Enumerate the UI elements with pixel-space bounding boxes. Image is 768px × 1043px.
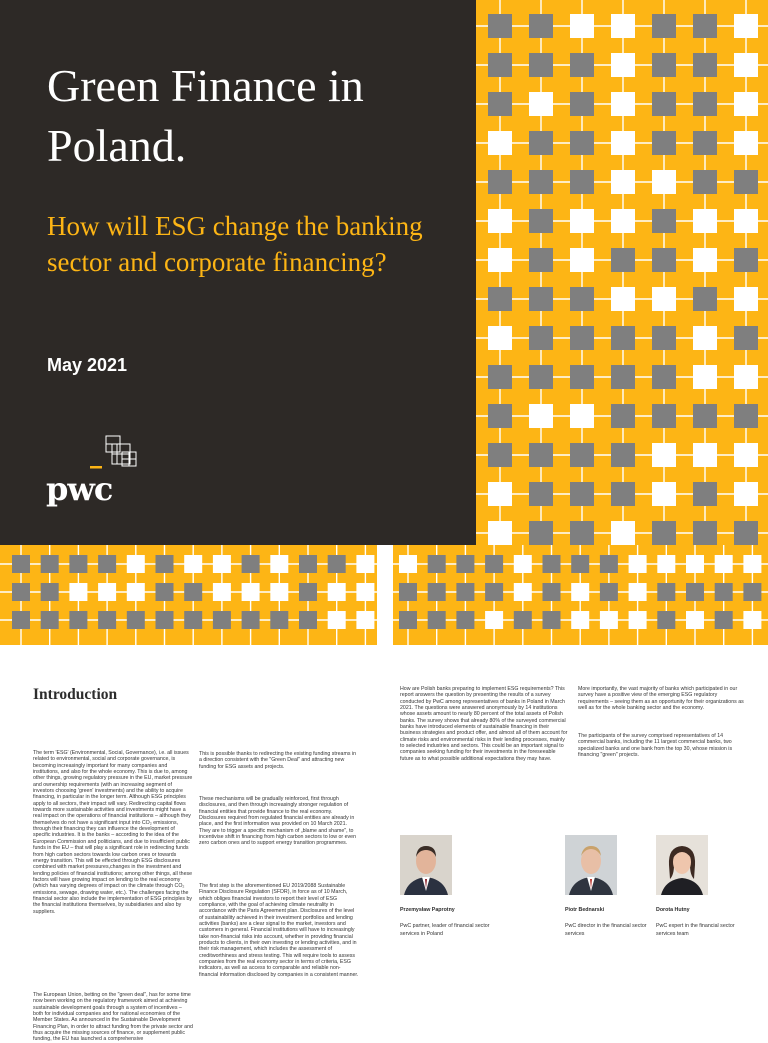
pattern-square bbox=[652, 365, 676, 389]
pattern-square bbox=[488, 170, 512, 194]
pattern-square bbox=[488, 209, 512, 233]
pattern-square bbox=[734, 131, 758, 155]
pattern-square bbox=[652, 248, 676, 272]
pattern-square bbox=[693, 92, 717, 116]
pattern-square bbox=[488, 53, 512, 77]
pattern-square bbox=[356, 611, 374, 629]
pattern-square bbox=[570, 209, 594, 233]
intro-paragraph: More importantly, the vast majority of banks which participated in our survey have a positive view of the emerging ESG regulatory requirements – seeing them as an opportunity for their organizations as well as for the whole banking sector and the economy. bbox=[578, 686, 744, 712]
pattern-square bbox=[693, 248, 717, 272]
pattern-square bbox=[693, 326, 717, 350]
pattern-square bbox=[693, 170, 717, 194]
intro-paragraph: How are Polish banks preparing to implement ESG requirements? This report answers the question by presenting the results of a survey conducted by PwC among representatives of banks in Poland in March 2021. The questions were answered anonymously by 14 institutions whose assets amount to nearly 80 percent of the total assets of Polish banks. The survey shows that already 80% of the surveyed commercial banks have introduced elements of sustainable financing in their business strategies and product offer, and almost all of them account for climate risks and environmental risks in their lending processes, mainly to selected industries and sectors. This could be an important signal to companies seeking funding for their investments in the foreseeable future as to what possible additional expectations they may have. bbox=[400, 686, 568, 762]
pattern-square bbox=[213, 611, 231, 629]
pattern-square bbox=[734, 404, 758, 428]
pattern-square bbox=[299, 583, 317, 601]
pattern-square bbox=[127, 611, 145, 629]
pattern-square bbox=[571, 583, 589, 601]
pattern-square bbox=[328, 611, 346, 629]
pattern-square bbox=[600, 555, 618, 573]
pattern-square bbox=[529, 14, 553, 38]
pattern-square bbox=[611, 326, 635, 350]
decorative-strip-left bbox=[0, 545, 377, 645]
pattern-square bbox=[652, 53, 676, 77]
pattern-square bbox=[529, 521, 553, 545]
pattern-square bbox=[328, 583, 346, 601]
person-role: PwC director in the financial sector services bbox=[565, 923, 647, 937]
pattern-square bbox=[652, 14, 676, 38]
pattern-square bbox=[570, 92, 594, 116]
pattern-square bbox=[686, 583, 704, 601]
intro-paragraph: The European Union, betting on the "green deal", has for some time now been working on the regulatory framework aimed at achieving sustainable development goals through a system of incentives – both for individual companies and for national economies of the Member States. As announced in the Sustainable Development Financing Plan, in order to attract funding from the private sector and thus acquire the missing sources of finance, or supplement public funding, the EU has launched a comprehensive bbox=[33, 992, 193, 1043]
pattern-square bbox=[98, 583, 116, 601]
pattern-square bbox=[652, 209, 676, 233]
pattern-square bbox=[270, 555, 288, 573]
pattern-square bbox=[529, 170, 553, 194]
pattern-square bbox=[428, 555, 446, 573]
pattern-square bbox=[652, 521, 676, 545]
pattern-square bbox=[485, 583, 503, 601]
pattern-square bbox=[657, 555, 675, 573]
pattern-square bbox=[543, 611, 561, 629]
pattern-square bbox=[611, 287, 635, 311]
decorative-grid-pattern bbox=[476, 0, 768, 545]
pattern-square bbox=[529, 365, 553, 389]
pattern-square bbox=[611, 131, 635, 155]
pattern-square bbox=[629, 583, 647, 601]
person-name: Piotr Bednarski bbox=[565, 907, 605, 913]
pwc-wordmark: pwc bbox=[46, 470, 113, 508]
pattern-square bbox=[734, 92, 758, 116]
pattern-square bbox=[570, 131, 594, 155]
pattern-square bbox=[184, 611, 202, 629]
pattern-square bbox=[570, 248, 594, 272]
pattern-square bbox=[611, 53, 635, 77]
intro-paragraph: The participants of the survey comprised representatives of 14 commercial banks, including the 11 largest commercial banks, two specialized banks and one bank from the top 30, whose mission is financing "green" projects. bbox=[578, 733, 733, 759]
pattern-square bbox=[242, 555, 260, 573]
pattern-square bbox=[156, 611, 174, 629]
pattern-square bbox=[652, 443, 676, 467]
pattern-square bbox=[488, 443, 512, 467]
pattern-square bbox=[41, 611, 59, 629]
pattern-square bbox=[299, 611, 317, 629]
pattern-square bbox=[611, 209, 635, 233]
pattern-square bbox=[693, 365, 717, 389]
pattern-square bbox=[743, 583, 761, 601]
pattern-square bbox=[399, 583, 417, 601]
pattern-square bbox=[356, 583, 374, 601]
pattern-square bbox=[529, 92, 553, 116]
pattern-square bbox=[734, 209, 758, 233]
pattern-square bbox=[734, 365, 758, 389]
pattern-square bbox=[356, 555, 374, 573]
pattern-square bbox=[611, 14, 635, 38]
pattern-square bbox=[571, 611, 589, 629]
pattern-square bbox=[270, 583, 288, 601]
intro-paragraph: This is possible thanks to redirecting the existing funding streams in a direction consistent with the "Green Deal" and attracting new funding for ESG assets and projects. bbox=[199, 751, 356, 770]
pattern-square bbox=[657, 583, 675, 601]
pattern-square bbox=[611, 404, 635, 428]
pattern-square bbox=[488, 404, 512, 428]
pattern-square bbox=[69, 583, 87, 601]
pattern-square bbox=[529, 482, 553, 506]
pattern-square bbox=[652, 404, 676, 428]
pattern-square bbox=[734, 14, 758, 38]
decorative-strip-right bbox=[393, 545, 768, 645]
pwc-building-icon bbox=[46, 432, 146, 472]
pattern-square bbox=[428, 583, 446, 601]
person-card bbox=[400, 835, 500, 938]
pattern-square bbox=[514, 555, 532, 573]
pattern-square bbox=[734, 287, 758, 311]
pattern-square bbox=[69, 611, 87, 629]
pattern-square bbox=[600, 611, 618, 629]
pattern-square bbox=[611, 248, 635, 272]
decorative-strip bbox=[0, 545, 768, 645]
intro-paragraph: The first step is the aforementioned EU 2019/2088 Sustainable Finance Disclosure Regulation (SFDR), in force as of 10 March, which obliges financial investors to report their level of ESG compliance, with the goal of achieving climate neutrality in accordance with the Paris Agreement plan. Disclosures of the level of sustainability achieved in their investment portfolios and lending activities (banks) are a clear signal to the market, investors and customers in general. Financial institutions will have to increasingly take non-financial risks into account, whether in providing financial products to clients, in their own investing or lending activities, and in their risk management, which includes the assessment of creditworthiness and stress testing. This will require tools to assess companies from the real economy sector in terms of criteria, ESG indicators, as well as access to comparable and reliable non-financial information disclosed by companies in a consistent manner. bbox=[199, 883, 359, 978]
pattern-square bbox=[734, 170, 758, 194]
pattern-square bbox=[652, 482, 676, 506]
pattern-square bbox=[488, 131, 512, 155]
cover-title: Green Finance in Poland. bbox=[47, 60, 364, 171]
pattern-square bbox=[715, 611, 733, 629]
pattern-square bbox=[693, 131, 717, 155]
pattern-square bbox=[570, 14, 594, 38]
pattern-square bbox=[488, 482, 512, 506]
pattern-square bbox=[715, 583, 733, 601]
cover-subtitle: How will ESG change the banking sector and corporate financing? bbox=[47, 211, 423, 277]
pattern-square bbox=[399, 555, 417, 573]
pattern-square bbox=[693, 404, 717, 428]
pattern-square bbox=[456, 583, 474, 601]
portrait-photo bbox=[656, 835, 708, 895]
pattern-square bbox=[529, 443, 553, 467]
pattern-square bbox=[652, 326, 676, 350]
person-name: Przemysław Paprotny bbox=[400, 907, 455, 913]
pattern-square bbox=[514, 611, 532, 629]
pattern-square bbox=[734, 443, 758, 467]
pattern-square bbox=[213, 555, 231, 573]
pattern-square bbox=[693, 482, 717, 506]
pattern-square bbox=[570, 53, 594, 77]
pattern-square bbox=[743, 555, 761, 573]
pattern-square bbox=[652, 92, 676, 116]
pattern-square bbox=[543, 583, 561, 601]
pattern-square bbox=[529, 287, 553, 311]
pattern-square bbox=[127, 555, 145, 573]
pattern-square bbox=[570, 404, 594, 428]
pattern-square bbox=[529, 248, 553, 272]
pattern-square bbox=[41, 555, 59, 573]
pattern-square bbox=[156, 583, 174, 601]
pattern-square bbox=[686, 611, 704, 629]
pattern-square bbox=[570, 443, 594, 467]
intro-paragraph: These mechanisms will be gradually reinforced, first through disclosures, and then through increasingly stronger regulation of financial entities that provide finance to the real economy. Disclosures required from regulated financial entities are already in place, and the first information was provided on 10 March 2021. They are to trigger a specific mechanism of „blame and shame", to incentivise shift in financing from high carbon sectors to low or even zero carbon ones and to support energy transition programmes. bbox=[199, 796, 356, 847]
pattern-square bbox=[693, 14, 717, 38]
pattern-square bbox=[488, 521, 512, 545]
pattern-square bbox=[743, 611, 761, 629]
pattern-square bbox=[652, 287, 676, 311]
pattern-square bbox=[570, 326, 594, 350]
pattern-square bbox=[156, 555, 174, 573]
pattern-square bbox=[242, 611, 260, 629]
pattern-square bbox=[12, 555, 30, 573]
pattern-square bbox=[629, 611, 647, 629]
pattern-square bbox=[488, 14, 512, 38]
pattern-square bbox=[652, 170, 676, 194]
person-card bbox=[656, 835, 756, 938]
pattern-square bbox=[328, 555, 346, 573]
pattern-square bbox=[652, 131, 676, 155]
pattern-square bbox=[715, 555, 733, 573]
pattern-square bbox=[488, 326, 512, 350]
pattern-square bbox=[570, 170, 594, 194]
person-card bbox=[565, 835, 665, 938]
pattern-square bbox=[570, 521, 594, 545]
pattern-square bbox=[571, 555, 589, 573]
person-role: PwC expert in the financial sector services team bbox=[656, 923, 735, 937]
pattern-square bbox=[127, 583, 145, 601]
pattern-square bbox=[529, 53, 553, 77]
pattern-square bbox=[399, 611, 417, 629]
pattern-square bbox=[693, 287, 717, 311]
pattern-square bbox=[488, 92, 512, 116]
pattern-square bbox=[213, 583, 231, 601]
pattern-square bbox=[456, 611, 474, 629]
pattern-square bbox=[488, 365, 512, 389]
pattern-square bbox=[428, 611, 446, 629]
pattern-square bbox=[570, 287, 594, 311]
pattern-square bbox=[611, 521, 635, 545]
section-heading: Introduction bbox=[33, 686, 118, 703]
pattern-square bbox=[543, 555, 561, 573]
pattern-square bbox=[98, 555, 116, 573]
person-role: PwC partner, leader of financial sector services in Poland bbox=[400, 923, 490, 937]
pattern-square bbox=[488, 248, 512, 272]
pattern-square bbox=[693, 53, 717, 77]
person-name: Dorota Hutny bbox=[656, 907, 690, 913]
pattern-square bbox=[611, 170, 635, 194]
pattern-square bbox=[611, 482, 635, 506]
portrait-photo bbox=[400, 835, 452, 895]
pattern-square bbox=[686, 555, 704, 573]
pattern-square bbox=[270, 611, 288, 629]
pattern-square bbox=[529, 209, 553, 233]
pattern-square bbox=[693, 443, 717, 467]
pwc-logo bbox=[46, 432, 146, 507]
pattern-square bbox=[242, 583, 260, 601]
pattern-square bbox=[529, 326, 553, 350]
pattern-square bbox=[485, 611, 503, 629]
pattern-square bbox=[456, 555, 474, 573]
pattern-square bbox=[570, 365, 594, 389]
pattern-square bbox=[693, 209, 717, 233]
pattern-square bbox=[734, 521, 758, 545]
pattern-square bbox=[485, 555, 503, 573]
pattern-square bbox=[184, 583, 202, 601]
pattern-square bbox=[488, 287, 512, 311]
pattern-square bbox=[12, 583, 30, 601]
pattern-square bbox=[734, 248, 758, 272]
publication-date: May 2021 bbox=[47, 355, 128, 375]
pattern-square bbox=[98, 611, 116, 629]
pattern-square bbox=[734, 53, 758, 77]
pattern-square bbox=[611, 365, 635, 389]
intro-paragraph: The term 'ESG' (Environmental, Social, Governance), i.e. all issues related to environmental, social and corporate governance, is becoming increasingly important for many companies and institutions, and also for the whole economy. This is due to, among other things, growing regulatory pressure in the EU, market pressure and ownership requirements (with an increasing segment of investors choosing 'green' investments) and the ability to acquire financing, in particular in the longer term. Although ESG principles apply to all sectors, their impact will vary. Redirecting capital flows towards more sustainable activities and investments might have a real impact on the operations of financial institutions – although they themselves do not have a significant input into CO₂ emissions, through their financing they can influence the development of specific industries. It is the banks – according to the idea of the European Commission and politicians, and due to insufficient public funds in the EU – that will play a significant role in redirecting funds from high carbon sectors towards low carbon ones or towards energy transition. This will be effected through ESG disclosures combined with market pressures,changes in the investment and lending policies of financial institutions; among other things, all these factors will have growing impact on lending to the real economy (which has varying degrees of impact on the climate through CO₂ emissions, sewage, drawing water, etc.). The challenges facing the financial sector also include the implementation of ESG principles by the financial institutions themselves, by subsidiaries and also by suppliers. bbox=[33, 750, 193, 915]
pattern-square bbox=[600, 583, 618, 601]
pattern-square bbox=[514, 583, 532, 601]
pattern-square bbox=[734, 326, 758, 350]
pattern-square bbox=[629, 555, 647, 573]
portrait-photo bbox=[565, 835, 617, 895]
pattern-square bbox=[611, 92, 635, 116]
pattern-square bbox=[693, 521, 717, 545]
pattern-square bbox=[529, 131, 553, 155]
pattern-square bbox=[657, 611, 675, 629]
pattern-square bbox=[570, 482, 594, 506]
pattern-square bbox=[41, 583, 59, 601]
pattern-square bbox=[529, 404, 553, 428]
pattern-square bbox=[734, 482, 758, 506]
pattern-square bbox=[184, 555, 202, 573]
pattern-square bbox=[69, 555, 87, 573]
pattern-square bbox=[611, 443, 635, 467]
pattern-square bbox=[299, 555, 317, 573]
pattern-square bbox=[12, 611, 30, 629]
